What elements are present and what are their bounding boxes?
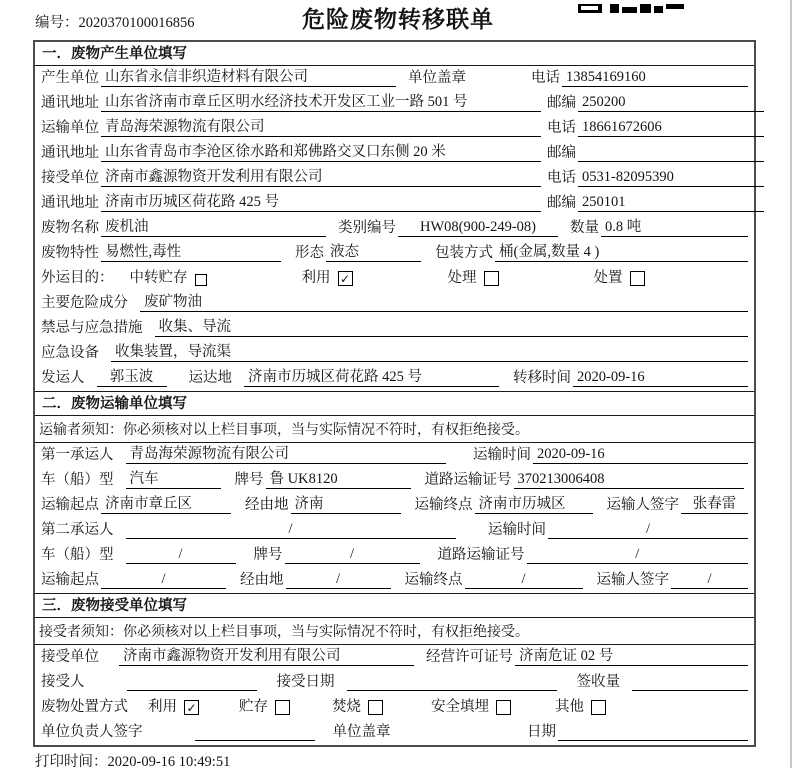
vehicle-type-value: 汽车 (126, 467, 221, 489)
disposal-option-incinerate (332, 695, 383, 716)
endpoint-value: / (465, 571, 583, 589)
page-title: 危险废物转移联单 (302, 7, 494, 33)
section-3-header: 三．废物接受单位填写 (35, 593, 754, 618)
waste-properties-value: 易燃性,毒性 (101, 240, 281, 262)
option-label: 中转贮存 (129, 270, 188, 286)
transfer-time-label: 转移时间 (513, 370, 571, 386)
vehicle-type-label: 车（船）型 (41, 547, 114, 563)
origin-value: / (101, 571, 226, 589)
row-second-carrier (35, 518, 754, 543)
row-transporter-address (35, 141, 754, 166)
receiver-value: 济南市鑫源物资开发利用有限公司 (101, 165, 541, 187)
second-carrier-value: / (126, 521, 456, 539)
purpose-option-transit-storage (130, 266, 207, 287)
transport-time-label: 运输时间 (488, 522, 546, 538)
plate-number-label: 牌号 (234, 472, 264, 488)
row-waste-properties (35, 241, 754, 266)
row-emergency-equipment (35, 341, 754, 366)
producer-address-value: 山东省济南市章丘区明水经济技术开发区工业一路 501 号 (101, 90, 541, 112)
category-code-label: 类别编号 (338, 220, 396, 236)
row-waste-name (35, 216, 754, 241)
section-1-header: 一．废物产生单位填写 (35, 42, 754, 66)
road-permit-label: 道路运输证号 (437, 547, 525, 563)
carrier-signature-label: 运输人签字 (606, 497, 679, 513)
second-carrier-label: 第二承运人 (41, 522, 114, 538)
carrier-signature-label: 运输人签字 (596, 572, 669, 588)
quantity-label: 数量 (570, 220, 599, 236)
endpoint-value: 济南市历城区 (475, 492, 593, 514)
option-label: 利用 (301, 270, 331, 286)
transporter-value: 青岛海荣源物流有限公司 (101, 115, 541, 137)
section-2-header: 二．废物运输单位填写 (35, 391, 754, 416)
emergency-measures-label: 禁忌与应急措施 (41, 320, 143, 336)
dispatcher-label: 发运人 (41, 370, 85, 386)
checkbox-unchecked-icon (591, 700, 606, 715)
purpose-option-utilize (302, 266, 353, 287)
via-value: 济南 (291, 492, 401, 514)
receiving-date-value (347, 674, 557, 691)
waste-properties-label: 废物特性 (41, 245, 99, 261)
first-carrier-value: 青岛海荣源物流有限公司 (126, 442, 446, 464)
phone-label: 电话 (547, 120, 576, 136)
producer-label: 产生单位 (41, 70, 99, 86)
carrier-signature-value: / (671, 571, 748, 589)
checkbox-unchecked-icon (195, 274, 207, 286)
unit-seal-label: 单位盖章 (408, 70, 466, 86)
row-route-1 (35, 493, 754, 518)
responsible-signature-value (195, 724, 315, 741)
transfer-purpose-label: 外运目的： (41, 270, 114, 286)
destination-value: 济南市历城区荷花路 425 号 (244, 365, 499, 387)
transporter-label: 运输单位 (41, 120, 99, 136)
option-label: 贮存 (239, 699, 268, 715)
disposal-method-label: 废物处置方式 (41, 699, 128, 715)
via-label: 经由地 (245, 497, 289, 513)
road-permit-value: / (527, 546, 749, 564)
purpose-option-treat (448, 266, 499, 287)
row-receiver-address (35, 191, 754, 216)
row-transfer-purpose (35, 266, 754, 291)
receiving-person-label: 接受人 (41, 674, 85, 690)
checkbox-unchecked-icon (368, 700, 383, 715)
transporter-phone-value: 18661672606 (578, 119, 764, 137)
option-label: 处理 (447, 270, 477, 286)
row-producer (35, 66, 754, 91)
option-label: 其他 (555, 699, 584, 715)
responsible-signature-label: 单位负责人签字 (41, 724, 143, 740)
receiving-person-value (127, 674, 257, 691)
emergency-equipment-value: 收集装置，导流渠 (111, 340, 748, 362)
carrier-signature-value: 张春雷 (681, 492, 748, 514)
transporter-address-value: 山东省青岛市李沧区徐水路和郑佛路交叉口东侧 20 米 (101, 140, 541, 162)
print-time-value: 2020-09-16 10:49:51 (107, 754, 231, 770)
plate-number-value: 鲁 UK8120 (266, 467, 411, 489)
row-disposal-method (35, 695, 754, 720)
address-label: 通讯地址 (41, 95, 99, 111)
disposal-option-other (555, 695, 606, 716)
first-carrier-label: 第一承运人 (41, 447, 114, 463)
quantity-value: 0.8 吨 (601, 215, 748, 237)
checkbox-unchecked-icon (496, 700, 511, 715)
road-permit-label: 道路运输证号 (424, 472, 512, 488)
category-code-value: HW08(900-249-08) (398, 219, 558, 237)
transfer-form-table (33, 40, 756, 747)
row-route-2 (35, 568, 754, 593)
address-label: 通讯地址 (41, 195, 99, 211)
disposal-option-utilize (148, 695, 199, 716)
receiver-notice (35, 618, 754, 645)
receiver-address-value: 济南市历城区荷花路 425 号 (101, 190, 541, 212)
endpoint-label: 运输终点 (404, 572, 463, 588)
row-responsible-signature (35, 720, 754, 745)
address-label: 通讯地址 (41, 145, 99, 161)
transport-time-value: 2020-09-16 (533, 446, 748, 464)
disposal-option-storage (239, 695, 290, 716)
row-hazard-component (35, 291, 754, 316)
hazard-component-value: 废矿物油 (140, 290, 748, 312)
option-label: 安全填埋 (431, 699, 489, 715)
receiving-unit-label: 接受单位 (41, 649, 99, 665)
row-dispatcher (35, 366, 754, 391)
transporter-zip-value (578, 145, 764, 162)
notice-text: 运输者须知：你必须核对以上栏目事项，当与实际情况不符时，有权拒绝接受。 (39, 422, 529, 438)
row-vehicle-1 (35, 468, 754, 493)
via-label: 经由地 (240, 572, 284, 588)
origin-value: 济南市章丘区 (101, 492, 231, 514)
road-permit-value: 370213006408 (514, 471, 744, 489)
transporter-notice (35, 416, 754, 443)
origin-label: 运输起点 (41, 497, 99, 513)
phone-label: 电话 (547, 170, 576, 186)
row-transporter (35, 116, 754, 141)
packaging-value: 桶(金属,数量 4 ) (495, 240, 748, 262)
packaging-label: 包装方式 (435, 245, 493, 261)
row-receiving-person (35, 670, 754, 695)
receiving-date-label: 接受日期 (276, 674, 335, 690)
zip-label: 邮编 (547, 95, 576, 111)
document-header (0, 0, 796, 40)
waste-name-value: 废机油 (101, 215, 326, 237)
destination-label: 运达地 (188, 370, 232, 386)
received-quantity-label: 签收量 (576, 674, 620, 690)
notice-text: 接受者须知：你必须核对以上栏目事项，当与实际情况不符时，有权拒绝接受。 (39, 624, 529, 640)
receiver-phone-value: 0531-82095390 (578, 169, 764, 187)
page-edge-divider (790, 0, 792, 768)
date-label: 日期 (527, 724, 556, 740)
producer-value: 山东省永信非织造材料有限公司 (101, 65, 396, 87)
emergency-equipment-label: 应急设备 (41, 345, 99, 361)
zip-label: 邮编 (547, 145, 576, 161)
row-producer-address (35, 91, 754, 116)
hazard-component-label: 主要危险成分 (41, 295, 128, 311)
endpoint-label: 运输终点 (414, 497, 473, 513)
vehicle-type-value: / (126, 546, 236, 564)
form-state-value: 液态 (326, 240, 421, 262)
row-emergency-measures (35, 316, 754, 341)
vehicle-type-label: 车（船）型 (41, 472, 114, 488)
dispatcher-value: 郭玉波 (97, 365, 167, 387)
row-vehicle-2 (35, 543, 754, 568)
unit-seal-label: 单位盖章 (332, 724, 391, 740)
date-value (558, 724, 748, 741)
zip-label: 邮编 (547, 195, 576, 211)
purpose-option-dispose (594, 266, 645, 287)
option-label: 处置 (593, 270, 623, 286)
qr-code-fragment-icon (578, 0, 688, 18)
via-value: / (286, 571, 391, 589)
license-number-value: 济南危证 02 号 (515, 644, 748, 666)
print-time-label: 打印时间： (35, 754, 108, 770)
checkbox-unchecked-icon (484, 271, 499, 286)
origin-label: 运输起点 (41, 572, 99, 588)
received-quantity-value (632, 674, 748, 691)
license-number-label: 经营许可证号 (426, 649, 513, 665)
transport-time-label: 运输时间 (473, 447, 531, 463)
disposal-option-landfill (431, 695, 511, 716)
row-first-carrier (35, 443, 754, 468)
checkbox-checked-icon: ✓ (184, 700, 199, 715)
waste-name-label: 废物名称 (41, 220, 99, 236)
row-receiver (35, 166, 754, 191)
option-label: 焚烧 (332, 699, 361, 715)
row-receiving-unit (35, 645, 754, 670)
option-label: 利用 (148, 699, 177, 715)
form-state-label: 形态 (295, 245, 324, 261)
checkbox-unchecked-icon (275, 700, 290, 715)
serial-label: 编号： (35, 15, 79, 31)
transfer-time-value: 2020-09-16 (573, 369, 748, 387)
serial-value: 2020370100016856 (78, 15, 195, 31)
checkbox-unchecked-icon (630, 271, 645, 286)
producer-zip-value: 250200 (578, 94, 764, 112)
transport-time-value: / (548, 521, 748, 539)
producer-phone-value: 13854169160 (562, 69, 748, 87)
receiver-zip-value: 250101 (578, 194, 764, 212)
emergency-measures-value: 收集、导流 (155, 315, 749, 337)
receiver-label: 接受单位 (41, 170, 99, 186)
checkbox-checked-icon: ✓ (338, 271, 353, 286)
phone-label: 电话 (531, 70, 560, 86)
receiving-unit-value: 济南市鑫源物资开发利用有限公司 (119, 644, 414, 666)
plate-number-value: / (285, 546, 420, 564)
plate-number-label: 牌号 (253, 547, 283, 563)
